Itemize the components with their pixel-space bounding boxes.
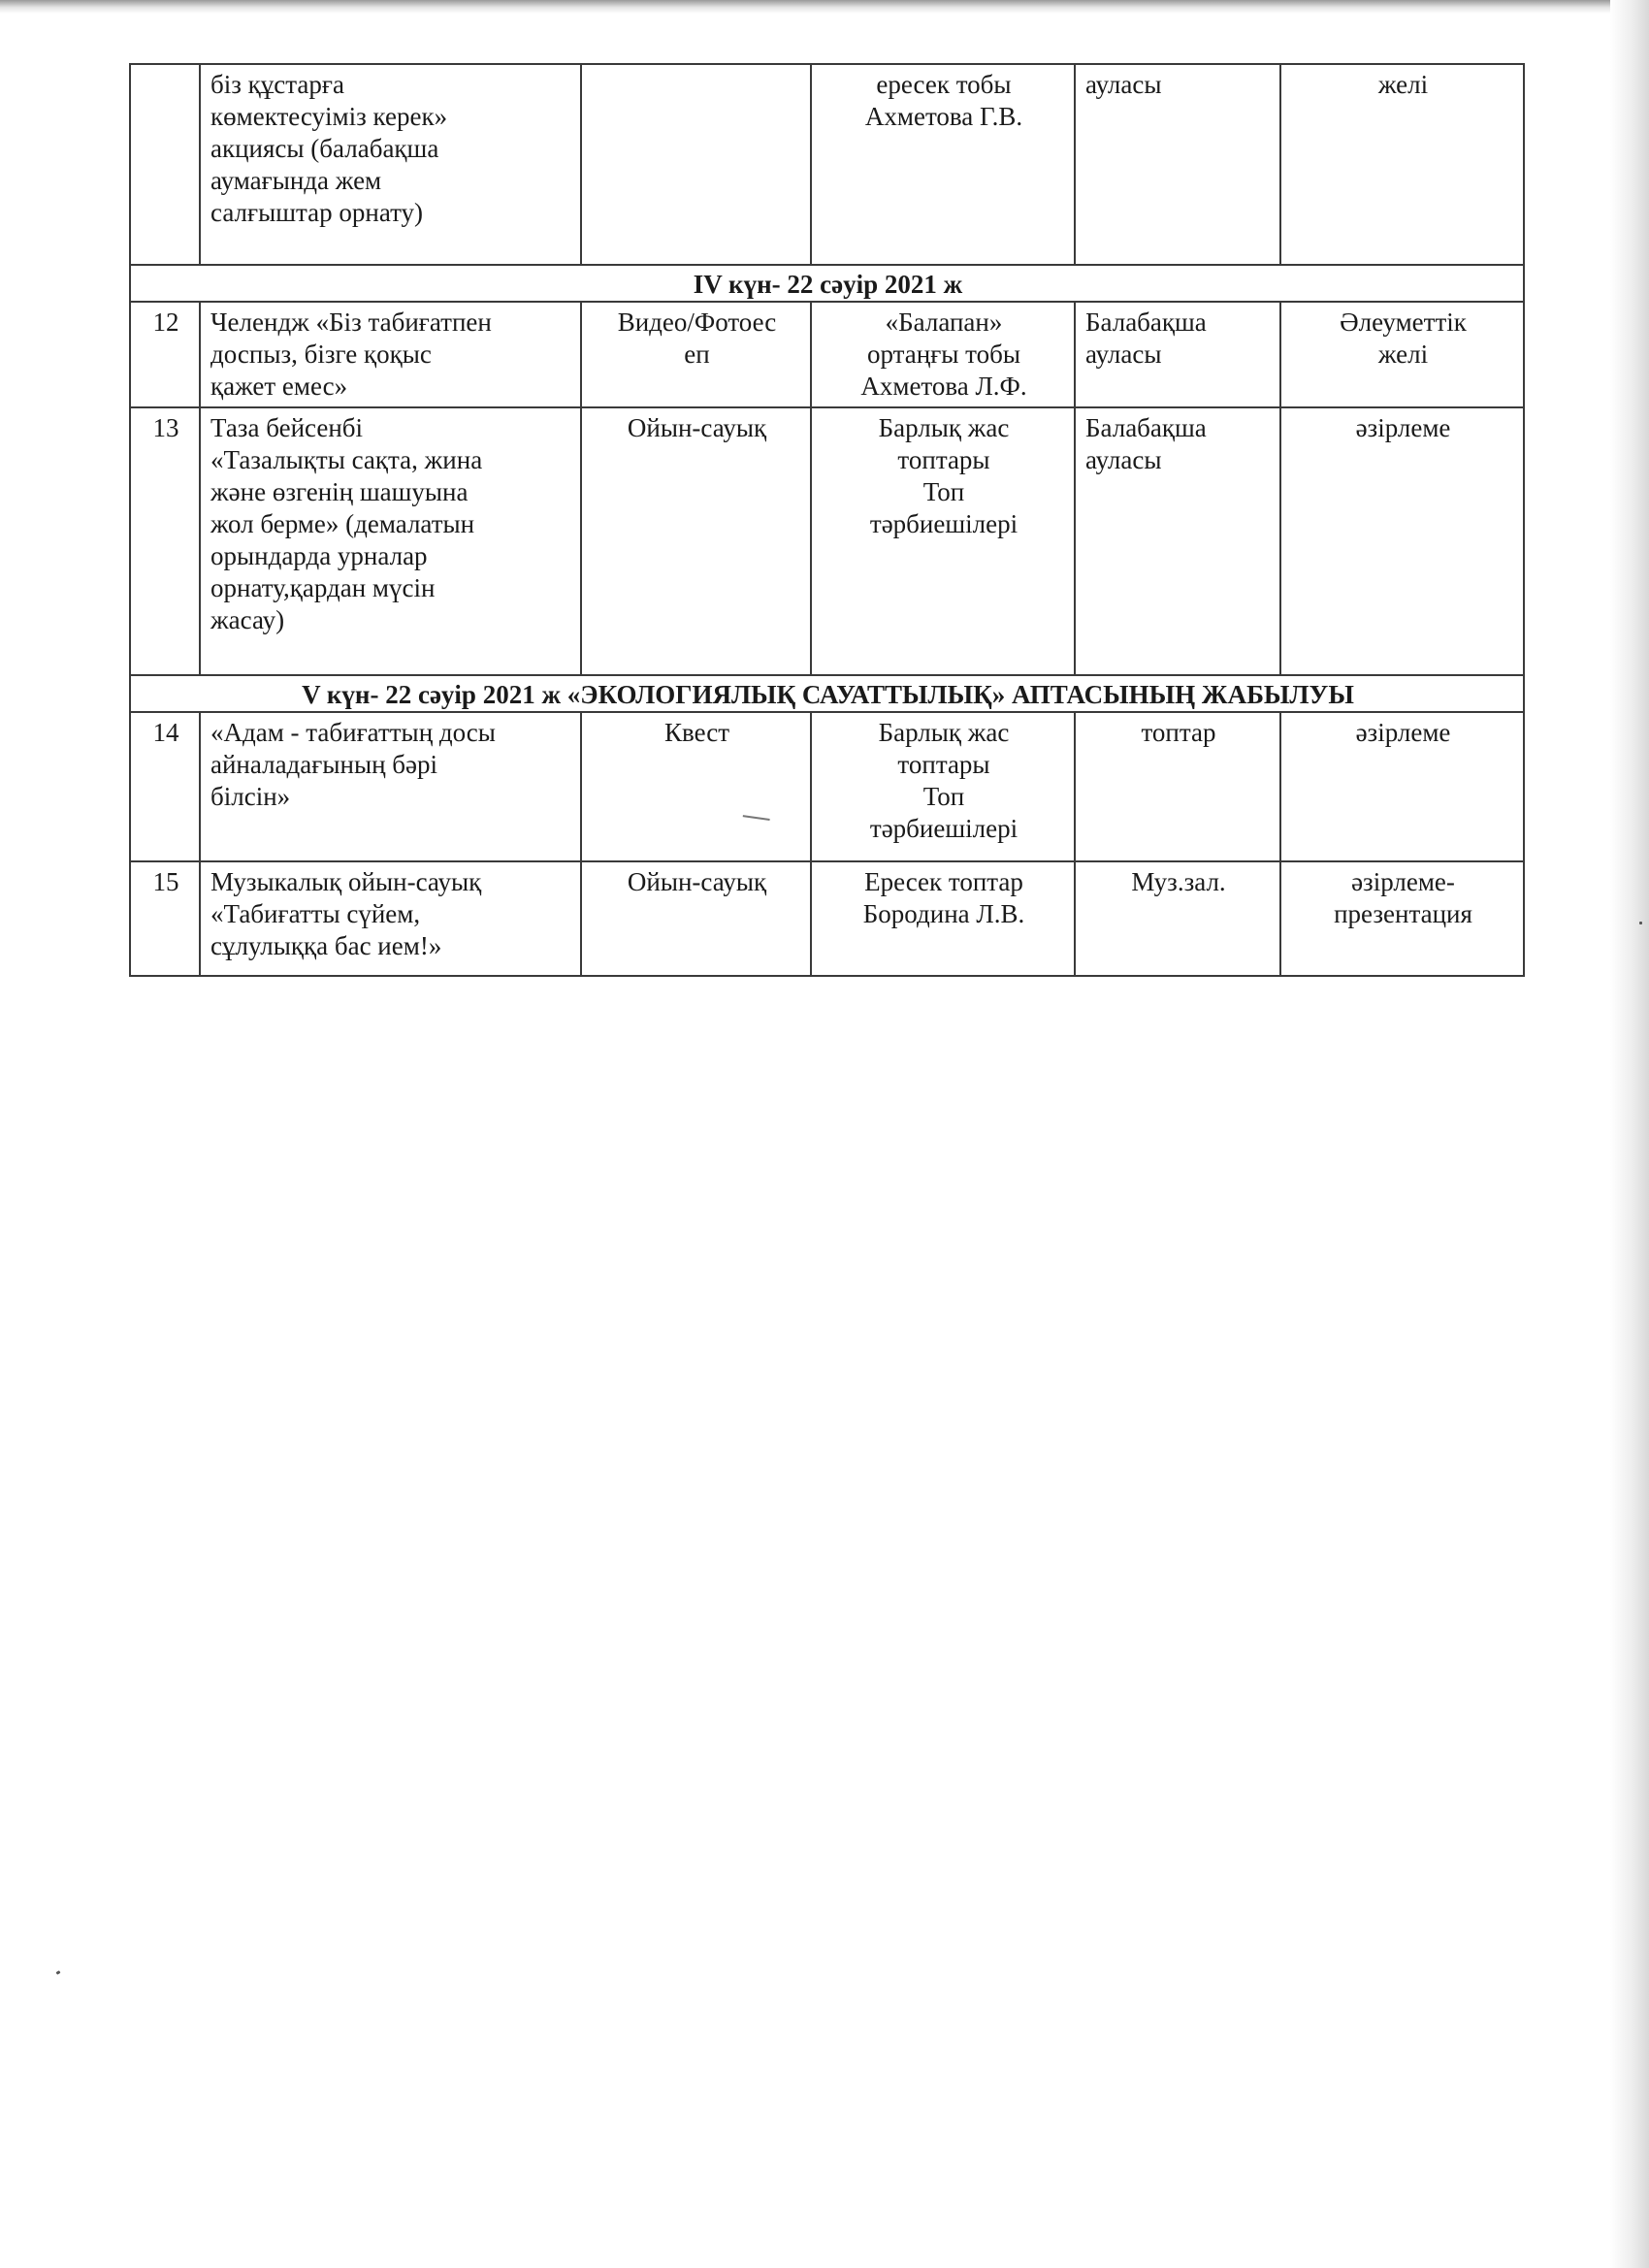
event-participants: «Балапан» ортаңғы тобы Ахметова Л.Ф. <box>811 302 1075 407</box>
event-result: әзірлеме <box>1280 407 1524 675</box>
event-place: ауласы <box>1075 64 1280 265</box>
scan-speck <box>1639 922 1642 924</box>
event-place: топтар <box>1075 712 1280 861</box>
day-header: IV күн- 22 сәуір 2021 ж <box>130 265 1524 302</box>
scan-speck <box>56 1970 61 1975</box>
table-row <box>130 64 1524 265</box>
event-form: Ойын-сауық <box>581 861 811 976</box>
event-plan-table <box>129 63 1525 977</box>
table-row <box>130 712 1524 861</box>
event-participants: Барлық жас топтары Топ тәрбиешілері <box>811 712 1075 861</box>
row-number: 12 <box>130 302 200 407</box>
event-result: желі <box>1280 64 1524 265</box>
row-number: 14 <box>130 712 200 861</box>
event-place: Балабақша ауласы <box>1075 302 1280 407</box>
event-form: Видео/Фотоес еп <box>581 302 811 407</box>
event-place: Балабақша ауласы <box>1075 407 1280 675</box>
event-title: Таза бейсенбі «Тазалықты сақта, жина және өзгенің шашуына жол берме» (демалатын орындарда урналар орнату,қардан мүсін жасау) <box>200 407 581 675</box>
event-title: Челендж «Біз табиғатпен доспыз, бізге қоқыс қажет емес» <box>200 302 581 407</box>
event-result: Әлеуметтік желі <box>1280 302 1524 407</box>
row-number: 13 <box>130 407 200 675</box>
table-row <box>130 407 1524 675</box>
row-number: 15 <box>130 861 200 976</box>
event-participants: Барлық жас топтары Топ тәрбиешілері <box>811 407 1075 675</box>
event-form <box>581 64 811 265</box>
scan-right-edge <box>1610 0 1649 2268</box>
event-participants: ересек тобы Ахметова Г.В. <box>811 64 1075 265</box>
event-place: Муз.зал. <box>1075 861 1280 976</box>
event-title: «Адам - табиғаттың досы айналадағының бәрі білсін» <box>200 712 581 861</box>
event-result: әзірлеме- презентация <box>1280 861 1524 976</box>
event-result: әзірлеме <box>1280 712 1524 861</box>
table-row <box>130 302 1524 407</box>
event-form: Квест <box>581 712 811 861</box>
event-title: біз құстарға көмектесуіміз керек» акциясы (балабақша аумағында жем салғыштар орнату) <box>200 64 581 265</box>
event-form: Ойын-сауық <box>581 407 811 675</box>
day-section-row <box>130 675 1524 712</box>
day-header: V күн- 22 сәуір 2021 ж «ЭКОЛОГИЯЛЫҚ САУАТТЫЛЫҚ» АПТАСЫНЫҢ ЖАБЫЛУЫ <box>130 675 1524 712</box>
event-title: Музыкалық ойын-сауық «Табиғатты сүйем, сұлулыққа бас ием!» <box>200 861 581 976</box>
day-section-row <box>130 265 1524 302</box>
row-number <box>130 64 200 265</box>
scan-top-edge <box>0 0 1649 14</box>
event-participants: Ересек топтар Бородина Л.В. <box>811 861 1075 976</box>
table-row <box>130 861 1524 976</box>
